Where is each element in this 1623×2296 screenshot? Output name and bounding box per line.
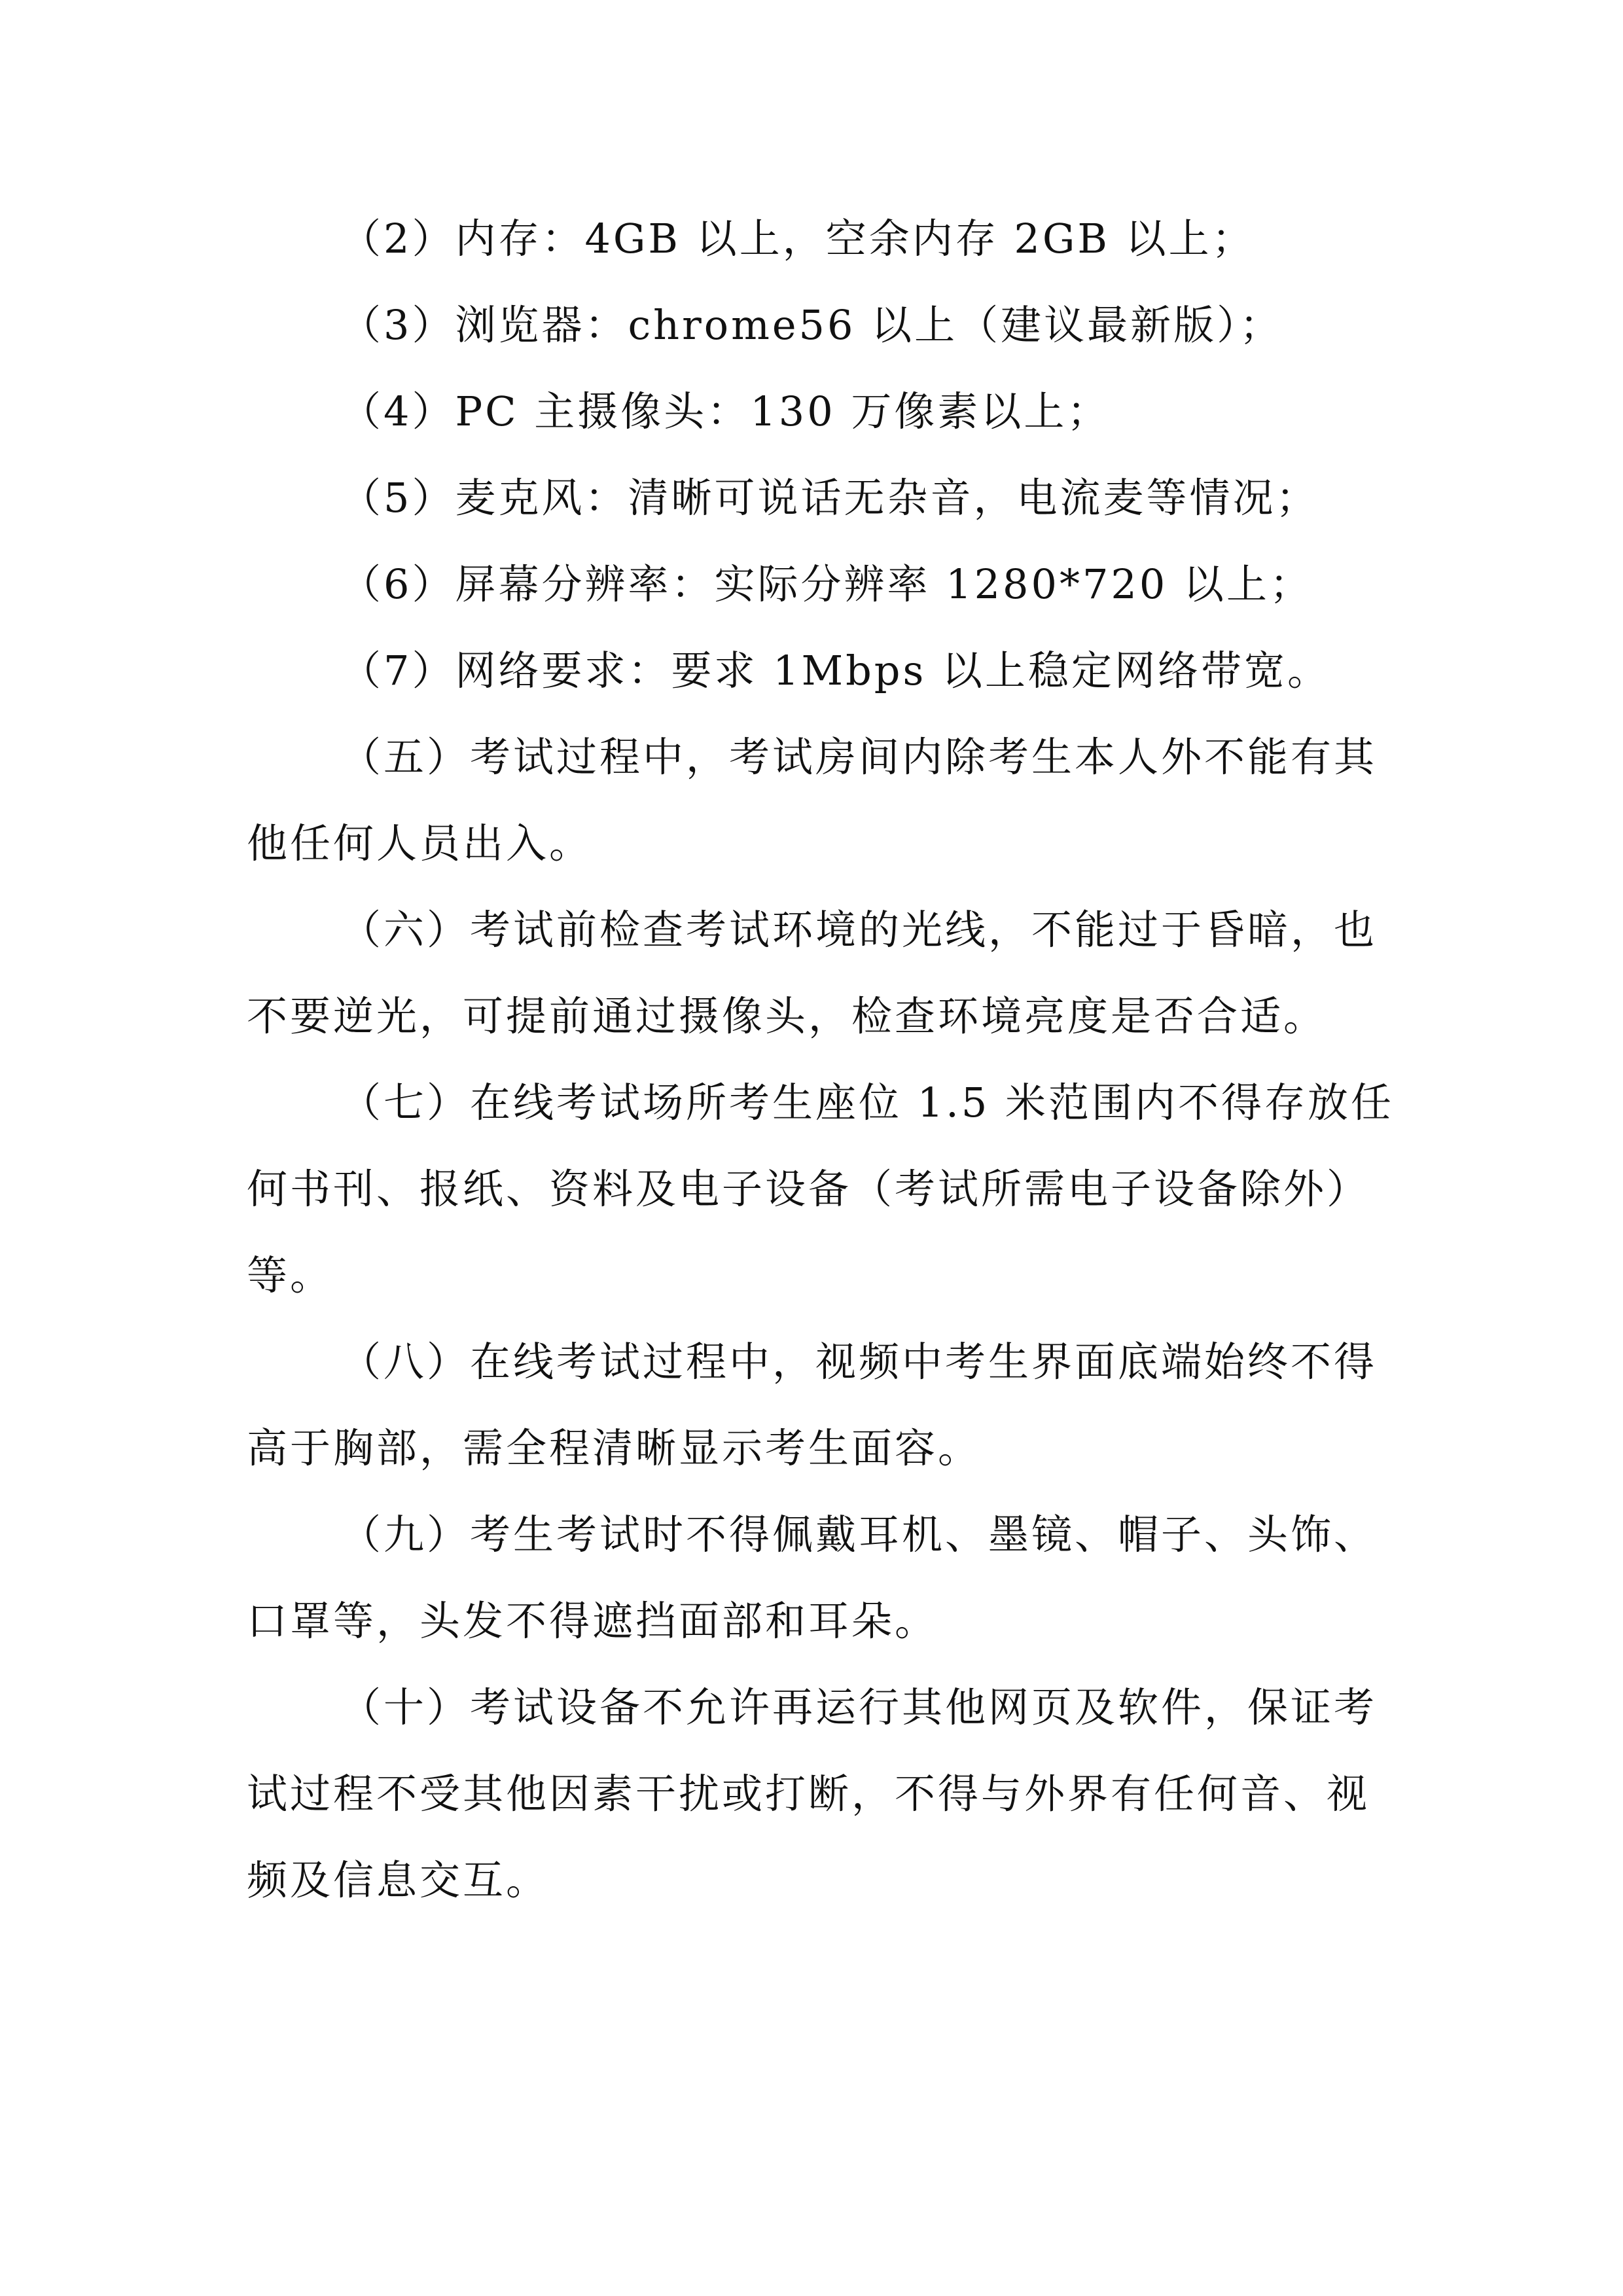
item-6-line-1: （六）考试前检查考试环境的光线，不能过于昏暗，也: [340, 906, 1378, 954]
item-6-line-2: 不要逆光，可提前通过摄像头，检查环境亮度是否合适。: [247, 992, 1327, 1040]
item-7-line-3: 等。: [247, 1251, 334, 1299]
item-10-line-2: 试过程不受其他因素干扰或打断，不得与外界有任何音、视: [247, 1770, 1370, 1818]
line-network: （7）网络要求：要求 1Mbps 以上稳定网络带宽。: [340, 647, 1330, 694]
item-8-line-1: （八）在线考试过程中，视频中考生界面底端始终不得: [340, 1338, 1378, 1386]
item-7-line-2: 何书刊、报纸、资料及电子设备（考试所需电子设备除外）: [247, 1165, 1370, 1213]
item-8-line-2: 高于胸部，需全程清晰显示考生面容。: [247, 1424, 982, 1472]
line-camera: （4）PC 主摄像头：130 万像素以上；: [340, 387, 1111, 435]
item-9-line-1: （九）考生考试时不得佩戴耳机、墨镜、帽子、头饰、: [340, 1511, 1378, 1558]
item-5-line-2: 他任何人员出入。: [247, 819, 593, 867]
item-5-line-1: （五）考试过程中，考试房间内除考生本人外不能有其: [340, 733, 1378, 781]
item-7-line-1: （七）在线考试场所考生座位 1.5 米范围内不得存放任: [340, 1079, 1395, 1126]
line-memory: （2）内存：4GB 以上，空余内存 2GB 以上；: [340, 215, 1255, 262]
item-9-line-2: 口罩等，头发不得遮挡面部和耳朵。: [247, 1597, 938, 1645]
line-browser: （3）浏览器：chrome56 以上（建议最新版）；: [340, 301, 1283, 349]
line-microphone: （5）麦克风：清晰可说话无杂音，电流麦等情况；: [340, 474, 1319, 522]
line-resolution: （6）屏幕分辨率：实际分辨率 1280*720 以上；: [340, 560, 1313, 608]
item-10-line-3: 频及信息交互。: [247, 1856, 550, 1904]
item-10-line-1: （十）考试设备不允许再运行其他网页及软件，保证考: [340, 1683, 1378, 1731]
